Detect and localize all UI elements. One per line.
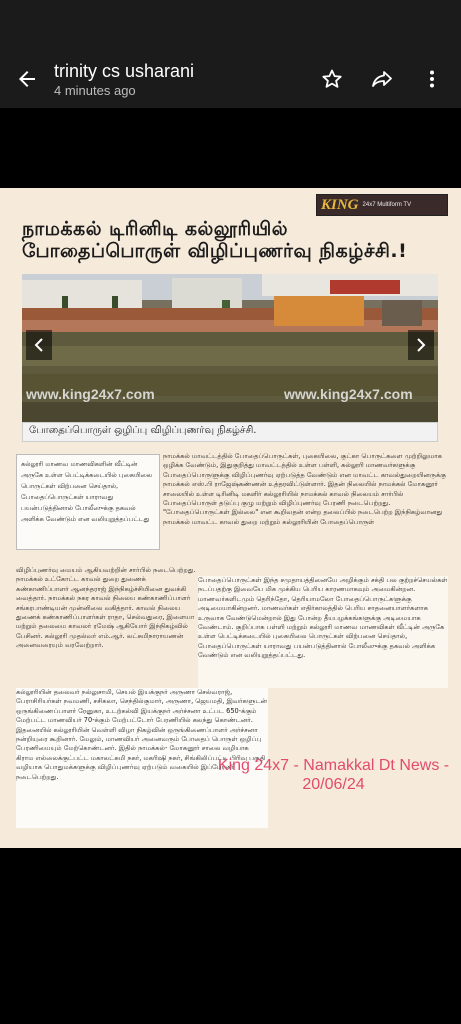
- article-column-left-1: விழிப்புணர்வு மையம் ஆகியவற்றின் சார்பில் நடைபெற்றது. நாமக்கல் உட்கோட்ட காவல் துறை துணைக் கண்காணிப்பாளர் ஆனந்தராஜ் இந்நிகழ்ச்சியினை துவக்கி வைத்தார். நாமக்கல் நகர காவல் நிலைய கண்காணிப்பாளர் சங்கரபாண்டியன் முன்னிலை வகித்தார். காவல் நிலைய துணைக் கண்காணிப்பாளர்கள் ராதா, செல்வதுரை, இளையா மற்றும் தலைமை காவலர் ரமேஷ் ஆகியோர் இந்நிகழ்வில் பேசினர். கல்லூரி முதல்வர் எம்.ஆர். லட்சுமிநாராயணன் அனைவரையும் வரவேற்றார்.: [16, 566, 196, 650]
- action-group: [307, 54, 461, 104]
- headline: நாமக்கல் டிரினிடி கல்லூரியில் போதைப்பொருள் விழிப்புணர்வு நிகழ்ச்சி.!: [22, 218, 408, 262]
- timestamp: 4 minutes ago: [54, 83, 136, 98]
- app-bar: [0, 50, 461, 108]
- pull-quote-text: கல்லூரி மாணவ மாணவிகளின் வீட்டின் அருகே உள்ள பெட்டிக்கடையில் புகையிலை பொருட்கள் விற்பனை செய்தால், போதைப்பொருட்கள் யாராவது பயன்படுத்தினால் போலீஸுக்கு தகவல் அளிக்க வேண்டும் என வலியுறுத்தப்பட்டது: [21, 460, 153, 523]
- back-button[interactable]: [0, 50, 54, 108]
- sender-name: trinity cs usharani: [54, 61, 195, 81]
- news-source-stamp: [206, 756, 461, 794]
- star-outline-icon: [320, 67, 344, 91]
- chevron-left-icon: [33, 338, 45, 352]
- prev-slide-button: [26, 330, 52, 360]
- photo-caption: போதைப்பொருள் ஒழிப்பு விழிப்புணர்வு நிகழ்ச்சி.: [29, 425, 257, 436]
- star-button[interactable]: [307, 54, 357, 104]
- more-vert-icon: [420, 67, 444, 91]
- watermark-right: www.king24x7.com: [284, 386, 413, 402]
- news-clipping: [0, 188, 461, 848]
- pull-quote: [16, 454, 160, 550]
- news-source-line1: King 24x7 - Namakkal Dt News -: [217, 757, 450, 774]
- forward-arrow-icon: [369, 67, 395, 91]
- article-column-bottom: கல்லூரியின் தலைவர் நல்லுசாமி, செயல் இயக்குநர் அருணா செல்வராஜ், பேராசிரியர்கள் நவமணி, சசிகலா, செந்தில்குமார், அருணா, ஜெயமதி, இவர்களுடன் ஒருங்கிணைப்பாளர் ரேனுகா, உடற்கல்வி இயக்குநர் அர்ச்சனா உட்பட 650-க்கும் மேற்பட்ட மாணவியர் 70-க்கும் மேற்பட்டோர் பேரணியில் கலந்து கொண்டனர். இதனையில் கல்லூரியின் வெள்ளி விழா நிகழ்வின் ஒருங்கிணைப்பாளர் அர்ச்சனா நன்றியுரை கூறினார். மேலும், மாணவியர் அனைவரும் போதைப் பொருள் ஒழிப்பு பேரணியையும் மேற்கொண்டனர். இதில் நாமக்கல்- மோகனூர் சாலை வழியாக கிராம எல்லைக்குட்பட்ட மகாலட்சுமி நகர், மகரிஷி நகர், சிங்கிலிப்பட்டி பிரிவு பகுதி வழியாக பொதுமக்களுக்கு விழிப்புணர்வு ஏற்படும் வகையில் இப்பேரணி நடைபெற்றது.: [16, 688, 268, 828]
- image-viewer[interactable]: [0, 108, 461, 1024]
- status-bar: [0, 0, 461, 50]
- photo-caption-bar: [22, 422, 438, 442]
- article-column-right-1: நாமக்கல் மாவட்டத்தில் போதைப்பொருட்கள், புகையிலை, குட்கா பொருட்களை முற்றிலுமாக ஒழிக்க வேண்டும், இதுகுறித்து மாவட்டத்தில் உள்ள பள்ளி, கல்லூரி மாணவர்களுக்கு போதைப்பொருளுக்கு விழிப்புணர்வு ஏற்படுத்த வேண்டும் என மாவட்ட காவல்துறையினருக்கு நாமக்கல் எஸ்.பி ராஜேஷ்கண்ணன் உத்தரவிட்டுள்ளார். இதன் நிலையில் நாமக்கல் மோகனூர் சாலையில் உள்ள டிரினிடி மகளிர் கல்லூரியில் நாமக்கல் காவல் நிலையம் சார்பில் போதைப்பொருள் தடுப்பு குழு மற்றும் விழிப்புணர்வு பேரணி நடைபெற்றது. "போதைப்பொருட்கள் இல்லை" என கூறிவதன் என்ற தலைப்பில் நடைபெற்ற இந்நிகழ்வானது நாமக்கல் மாவட்ட காவல் துறை மற்றும் கல்லூரியின் போதைப்பொருள்: [163, 452, 447, 526]
- watermark-left: www.king24x7.com: [26, 386, 155, 402]
- title-block: [54, 58, 307, 100]
- brand-banner: [316, 194, 448, 216]
- arrow-left-icon: [15, 67, 39, 91]
- article-column-right-2: போதைப்பொருட்கள் இந்த சமுதாயத்தினையே அழிக்கும் சக்தி பல குற்றச்செயல்கள் நடப்பதற்கு இவையே மிக முக்கிய பெரிய காரணமாகவும் அமைகின்றன. மாணவர்களிடமும் தெரிந்தோ, தெரியாமலோ போதைப்பொருட்களுக்கு அடிமையாகின்றனர். மாணவர்கள் எதிர்காலத்தில் பெரிய சாதனையாளர்களாக உருவாக வேண்டுமென்றால் இது போன்ற தீயபழக்கங்களுக்கு அடிமையாக வேண்டாம். குறிப்பாக பள்ளி மற்றும் கல்லூரி மாணவ மாணவிகள் வீட்டின் அருகே உள்ள பெட்டிக்கடையில் புகையிலை பொருட்கள் விற்பனை செய்தால், போதைப்பொருட்கள் யாராவது பயன்படுத்தினால் போலீஸுக்கு தகவல் அளிக்க வேண்டும் என வலியுறுத்தப்பட்டது.: [198, 576, 448, 688]
- more-options-button[interactable]: [407, 54, 457, 104]
- news-source-line2: 20/06/24: [302, 776, 365, 793]
- chevron-right-icon: [415, 338, 427, 352]
- brand-logo: KING: [321, 196, 359, 213]
- next-slide-button: [408, 330, 434, 360]
- forward-button[interactable]: [357, 54, 407, 104]
- event-photo: [22, 274, 438, 422]
- brand-tagline: 24x7 Multiform TV: [362, 202, 412, 208]
